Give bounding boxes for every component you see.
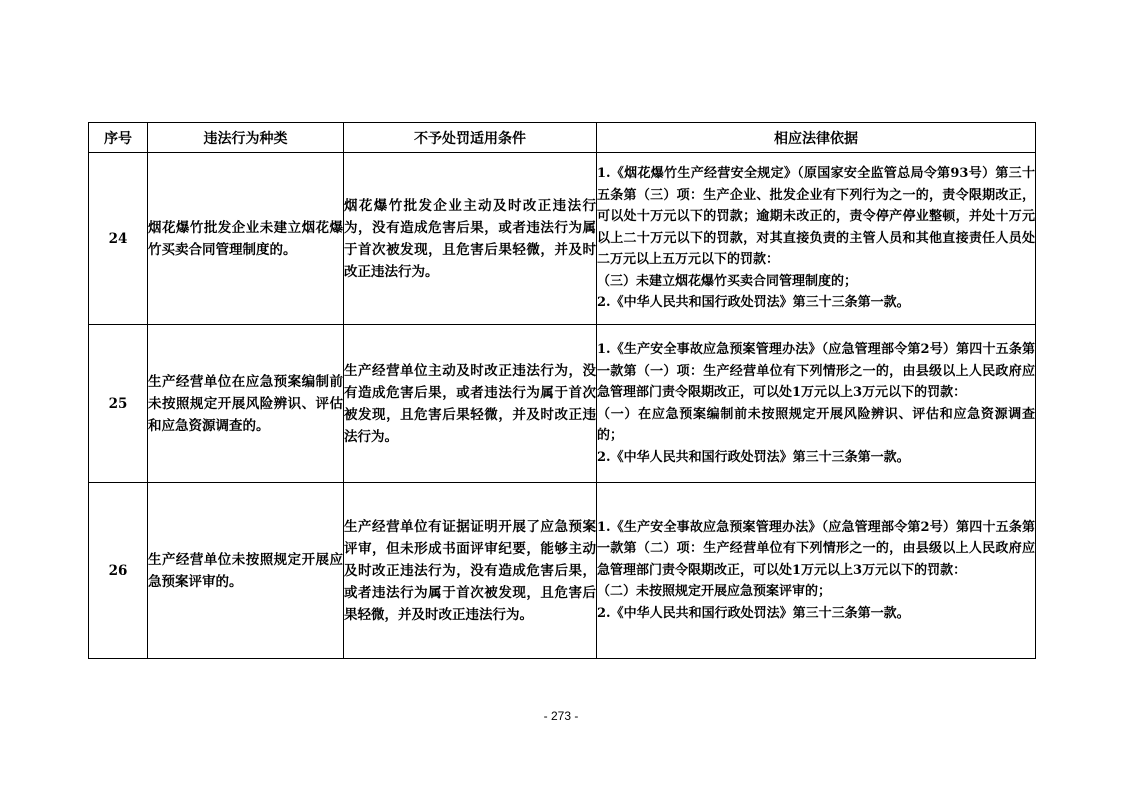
row-serial: 25	[89, 325, 148, 483]
row-violation: 生产经营单位未按照规定开展应急预案评审的。	[148, 483, 344, 659]
row-legal-basis	[597, 153, 1036, 325]
row-condition: 烟花爆竹批发企业主动及时改正违法行为，没有造成危害后果，或者违法行为属于首次被发现，且危害后果轻微，并及时改正违法行为。	[344, 153, 597, 325]
legal-basis-reference: 2.《中华人民共和国行政处罚法》第三十三条第一款。	[597, 449, 910, 465]
header-violation-type: 违法行为种类	[148, 123, 344, 153]
legal-basis-clause: 1.《生产安全事故应急预案管理办法》（应急管理部令第2号）第四十五条第一款第（二）项：生产经营单位有下列情形之一的，由县级以上人民政府应急管理部门责令限期改正，可以处1万元以上3万元以下的罚款：	[597, 519, 1035, 578]
row-serial: 24	[89, 153, 148, 325]
legal-basis-reference: 2.《中华人民共和国行政处罚法》第三十三条第一款。	[597, 295, 910, 311]
legal-basis-clause: 1.《烟花爆竹生产经营安全规定》（原国家安全监管总局令第93号）第三十五条第（三）项：生产企业、批发企业有下列行为之一的，责令限期改正，可以处十万元以下的罚款；逾期未改正的，责令停产停业整顿，并处十万元以上二十万元以下的罚款，对其直接负责的主管人员和其他直接责任人员处二万元以上五万元以下的罚款：	[597, 166, 1035, 268]
legal-basis-item: （三）未建立烟花爆竹买卖合同管理制度的；	[597, 273, 858, 289]
legal-basis-reference: 2.《中华人民共和国行政处罚法》第三十三条第一款。	[597, 605, 910, 621]
row-legal-basis	[597, 325, 1036, 483]
legal-basis-clause: 1.《生产安全事故应急预案管理办法》（应急管理部令第2号）第四十五条第一款第（一）项：生产经营单位有下列情形之一的，由县级以上人民政府应急管理部门责令限期改正，可以处1万元以上3万元以下的罚款：	[597, 342, 1035, 400]
legal-basis-item: （二）未按照规定开展应急预案评审的；	[597, 584, 832, 600]
legal-basis-item: （一）在应急预案编制前未按照规定开展风险辨识、评估和应急资源调查的；	[597, 406, 1035, 443]
header-legal-basis: 相应法律依据	[597, 123, 1036, 153]
header-exemption-condition: 不予处罚适用条件	[344, 123, 597, 153]
table-row	[89, 325, 1036, 483]
penalty-table	[88, 122, 1036, 659]
row-legal-basis	[597, 483, 1036, 659]
row-serial: 26	[89, 483, 148, 659]
row-condition: 生产经营单位主动及时改正违法行为，没有造成危害后果，或者违法行为属于首次被发现，且危害后果轻微，并及时改正违法行为。	[344, 325, 597, 483]
table-row	[89, 483, 1036, 659]
row-condition: 生产经营单位有证据证明开展了应急预案评审，但未形成书面评审纪要，能够主动及时改正违法行为，没有造成危害后果，或者违法行为属于首次被发现，且危害后果轻微，并及时改正违法行为。	[344, 483, 597, 659]
row-violation: 烟花爆竹批发企业未建立烟花爆竹买卖合同管理制度的。	[148, 153, 344, 325]
header-serial: 序号	[89, 123, 148, 153]
table-row	[89, 153, 1036, 325]
table-header-row	[89, 123, 1036, 153]
page-number: - 273 -	[543, 709, 579, 723]
row-violation: 生产经营单位在应急预案编制前未按照规定开展风险辨识、评估和应急资源调查的。	[148, 325, 344, 483]
